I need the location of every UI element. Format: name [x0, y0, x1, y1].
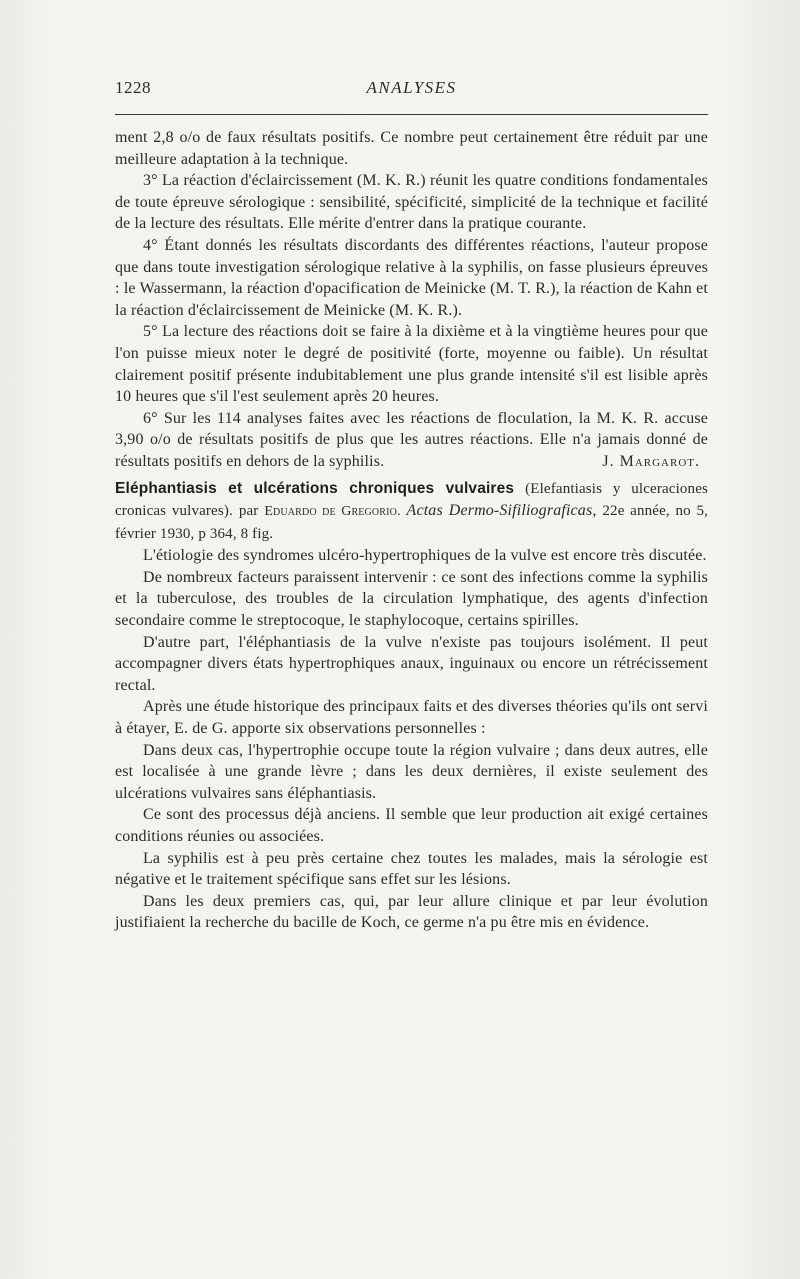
- paragraph: Dans deux cas, l'hypertrophie occupe toute la région vulvaire ; dans deux autres, elle est localisée à une grande lèvre ; dans les deux dernières, il existe seulement des ulcérations vulvaires sans éléphantiasis.: [115, 741, 708, 802]
- header-rule: [115, 114, 708, 115]
- citation: 22e année, no 5, février 1930, p 364, 8 fig.: [115, 503, 708, 542]
- paragraph: Après une étude historique des principaux faits et des diverses théories qu'ils ont servi à étayer, E. de G. apporte six observations personnelles :: [115, 698, 708, 738]
- signature-line: [115, 451, 708, 473]
- page-number: 1228: [115, 78, 151, 97]
- paragraph: La syphilis est à peu près certaine chez toutes les malades, mais la sérologie est négative et le traitement spécifique sans effet sur les lésions.: [115, 849, 708, 889]
- paragraph: De nombreux facteurs paraissent intervenir : ce sont des infections comme la syphilis et la tuberculose, des troubles de la circulation lymphatique, des agents d'infection secondaire comme le streptocoque, le staphylocoque, certains spirilles.: [115, 568, 708, 630]
- journal-name: Actas Dermo-Sifiliograficas,: [406, 502, 597, 520]
- page-header: [115, 78, 708, 108]
- body-text: [115, 127, 708, 934]
- article-title: Eléphantiasis et ulcérations chroniques vulvaires: [115, 479, 515, 497]
- paragraph: Ce sont des processus déjà anciens. Il semble que leur production ait exigé certaines conditions réunies ou associées.: [115, 806, 708, 845]
- paragraph: 6° Sur les 114 analyses faites avec les réactions de floculation, la M. K. R. accuse 3,90 o/o de résultats positifs de plus que les autres réactions. Elle n'a jamais donné de résultats positifs en dehors de la syphilis.: [115, 409, 708, 470]
- article-heading: [115, 478, 708, 546]
- paragraph: 4° Étant donnés les résultats discordants des différentes réactions, l'auteur propose que dans toute investigation sérologique relative à la syphilis, on fasse plusieurs épreuves : le Wassermann, la réaction d'opacification de Meinicke (M. T. R.), la réaction de Kahn et la réaction d'éclaircissement de Meinicke (M. K. R.).: [115, 236, 708, 319]
- by-word: par: [238, 503, 259, 520]
- paragraph: 3° La réaction d'éclaircissement (M. K. R.) réunit les quatre conditions fondamentales de toute épreuve sérologique : sensibilité, spécificité, simplicité de la technique et facilité de la lecture des résultats. Elle mérite d'entrer dans la pratique courante.: [115, 172, 708, 233]
- paragraph: ment 2,8 o/o de faux résultats positifs. Ce nombre peut certainement être réduit par une meilleure adaptation à la technique.: [115, 129, 708, 168]
- running-title: ANALYSES: [366, 78, 457, 97]
- paragraph: L'étiologie des syndromes ulcéro-hypertrophiques de la vulve est encore très discutée.: [143, 547, 707, 565]
- paragraph: D'autre part, l'éléphantiasis de la vulve n'existe pas toujours isolément. Il peut accompagner divers états hypertrophiques anaux, inguinaux ou encore un rétrécissement rectal.: [115, 633, 708, 694]
- paragraph: Dans les deux premiers cas, qui, par leur allure clinique et par leur évolution justifiaient la recherche du bacille de Koch, ce germe n'a pu être mis en évidence.: [115, 892, 708, 932]
- original-title: (Elefantiasis y ulceraciones cronicas vulvares).: [115, 480, 708, 520]
- signature: J. Margarot.: [602, 452, 700, 470]
- article-author: Eduardo de Gregorio.: [264, 504, 401, 520]
- paragraph: 5° La lecture des réactions doit se faire à la dixième et à la vingtième heures pour que l'on puisse mieux noter le degré de positivité (forte, moyenne ou faible). Un résultat clairement positif présente indubitablement une plus grande intensité s'il est lisible après 10 heures que s'il l'est seulement après 20 heures.: [115, 323, 708, 406]
